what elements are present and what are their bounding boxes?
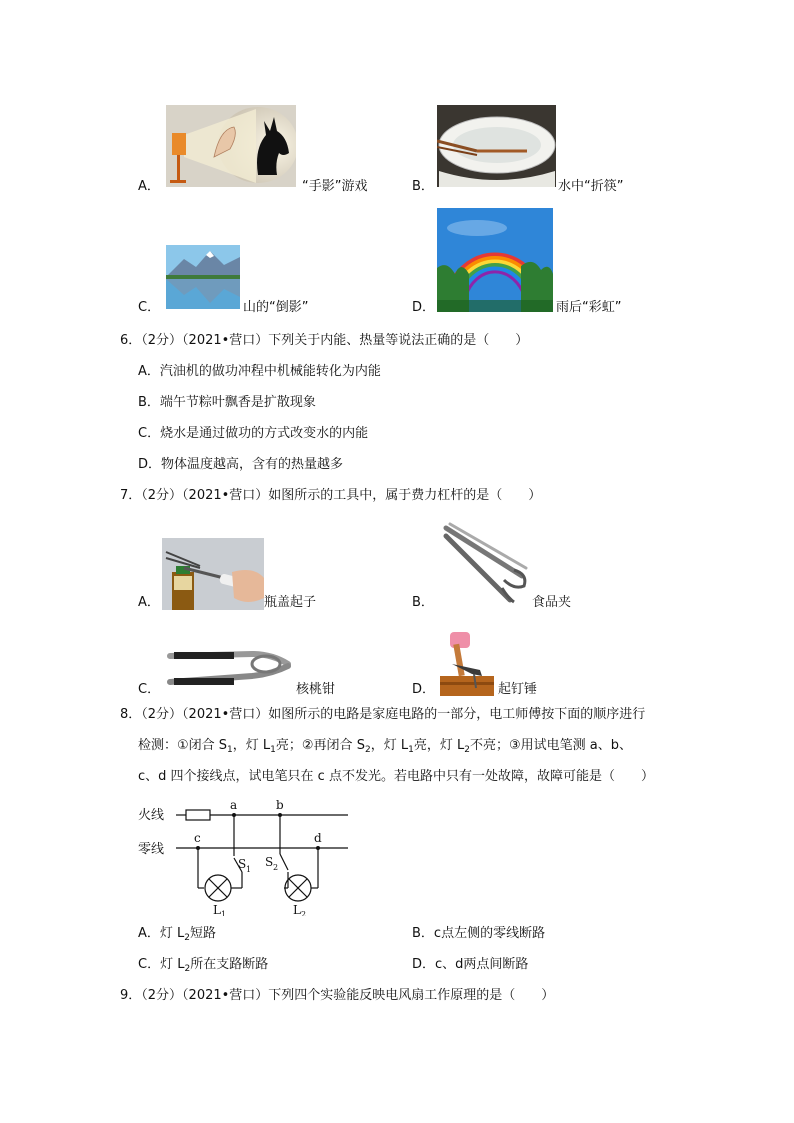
claw-hammer-image — [440, 624, 494, 696]
switch-s2-sub: 2 — [273, 863, 279, 872]
point-a-label: a — [230, 798, 238, 812]
switch-s1-sub: 1 — [246, 865, 252, 874]
q8-option-a-part2: 短路 — [190, 926, 217, 941]
nutcracker-image — [166, 642, 294, 694]
q5-option-a-letter: A． — [138, 179, 160, 194]
q8-line2-part-c: 亮；②再闭合 S — [275, 738, 365, 753]
q8-stem-line2 — [138, 738, 632, 758]
q8-option-c — [138, 957, 268, 977]
food-tongs-image — [440, 522, 532, 606]
live-wire-label: 火线 — [138, 808, 165, 823]
q8-stem-line1: 8．（2分）（2021•营口）如图所示的电路是家庭电路的一部分，电工师傅按下面的顺序进行 — [120, 707, 646, 722]
lamp-l2-label: L — [293, 903, 301, 916]
q7-option-b-letter: B． — [412, 595, 434, 610]
q5-option-d-caption: 雨后“彩虹” — [556, 300, 622, 315]
q7-option-c-letter: C． — [138, 682, 161, 697]
q8-sub-l2: 2 — [464, 745, 470, 755]
point-b-label: b — [276, 798, 284, 812]
q7-option-d-caption: 起钉锤 — [498, 682, 538, 697]
q8-option-a — [138, 926, 216, 946]
q8-sub-s1: 1 — [227, 745, 233, 755]
q6-stem: 6．（2分）（2021•营口）下列关于内能、热量等说法正确的是（ ） — [120, 333, 529, 348]
q8-option-a-sub: 2 — [184, 933, 191, 943]
q6-option-a: A．汽油机的做功冲程中机械能转化为内能 — [138, 364, 381, 379]
q5-option-b-caption: 水中“折筷” — [558, 179, 624, 194]
q8-line2-part-e: 亮，灯 L — [413, 738, 465, 753]
q6-option-b: B．端午节粽叶飘香是扩散现象 — [138, 395, 316, 410]
q7-option-b-caption: 食品夹 — [532, 595, 572, 610]
q5-option-b-letter: B． — [412, 179, 434, 194]
bottle-opener-image — [162, 538, 264, 610]
q5-option-a-caption: “手影”游戏 — [302, 179, 368, 194]
q5-option-d-letter: D． — [412, 300, 436, 315]
switch-s2-label: S — [265, 855, 274, 869]
q7-option-a-letter: A． — [138, 595, 160, 610]
q5-option-c-caption: 山的“倒影” — [243, 300, 309, 315]
q8-option-d: D．c、d两点间断路 — [412, 957, 529, 972]
q9-stem: 9．（2分）（2021•营口）下列四个实验能反映电风扇工作原理的是（ ） — [120, 988, 555, 1003]
point-d-label: d — [314, 831, 322, 845]
q8-sub-s2: 2 — [364, 745, 371, 755]
q8-option-c-part2: 所在支路断路 — [190, 957, 269, 972]
q8-option-c-part1: C．灯 L — [138, 957, 185, 972]
mountain-reflection-image — [166, 245, 240, 309]
q5-option-c-letter: C． — [138, 300, 161, 315]
q8-line2-part-d: ，灯 L — [370, 738, 409, 753]
q8-line2-part-f: 不亮；③用试电笔测 a、b、 — [469, 738, 632, 753]
hand-shadow-image — [166, 105, 296, 187]
q7-stem: 7．（2分）（2021•营口）如图所示的工具中，属于费力杠杆的是（ ） — [120, 488, 542, 503]
q8-sub-l1: 1 — [270, 745, 276, 755]
q7-option-c-caption: 核桃钳 — [296, 682, 336, 697]
q8-option-c-sub: 2 — [184, 964, 191, 974]
household-circuit-diagram — [138, 798, 358, 916]
rainbow-image — [437, 208, 553, 312]
q6-option-c: C．烧水是通过做功的方式改变水的内能 — [138, 426, 369, 441]
neutral-wire-label: 零线 — [138, 842, 165, 857]
q8-option-a-part1: A．灯 L — [138, 926, 185, 941]
q7-option-d-letter: D． — [412, 682, 436, 697]
q8-line2-part-b: ，灯 L — [232, 738, 271, 753]
switch-s1-label: S — [238, 857, 247, 871]
lamp-l2-sub: 2 — [301, 910, 307, 916]
q6-option-d: D．物体温度越高，含有的热量越多 — [138, 457, 344, 472]
q7-option-a-caption: 瓶盖起子 — [264, 595, 317, 610]
bent-chopstick-image — [437, 105, 556, 187]
q8-stem-line3: c、d 四个接线点，试电笔只在 c 点不发光。若电路中只有一处故障，故障可能是（ ） — [138, 769, 654, 784]
q8-line2-part-a: 检测：①闭合 S — [138, 738, 228, 753]
q8-sub-l1b: 1 — [408, 745, 414, 755]
point-c-label: c — [194, 831, 201, 845]
q8-option-b: B．c点左侧的零线断路 — [412, 926, 546, 941]
lamp-l1-sub: 1 — [221, 910, 227, 916]
lamp-l1-label: L — [213, 903, 221, 916]
